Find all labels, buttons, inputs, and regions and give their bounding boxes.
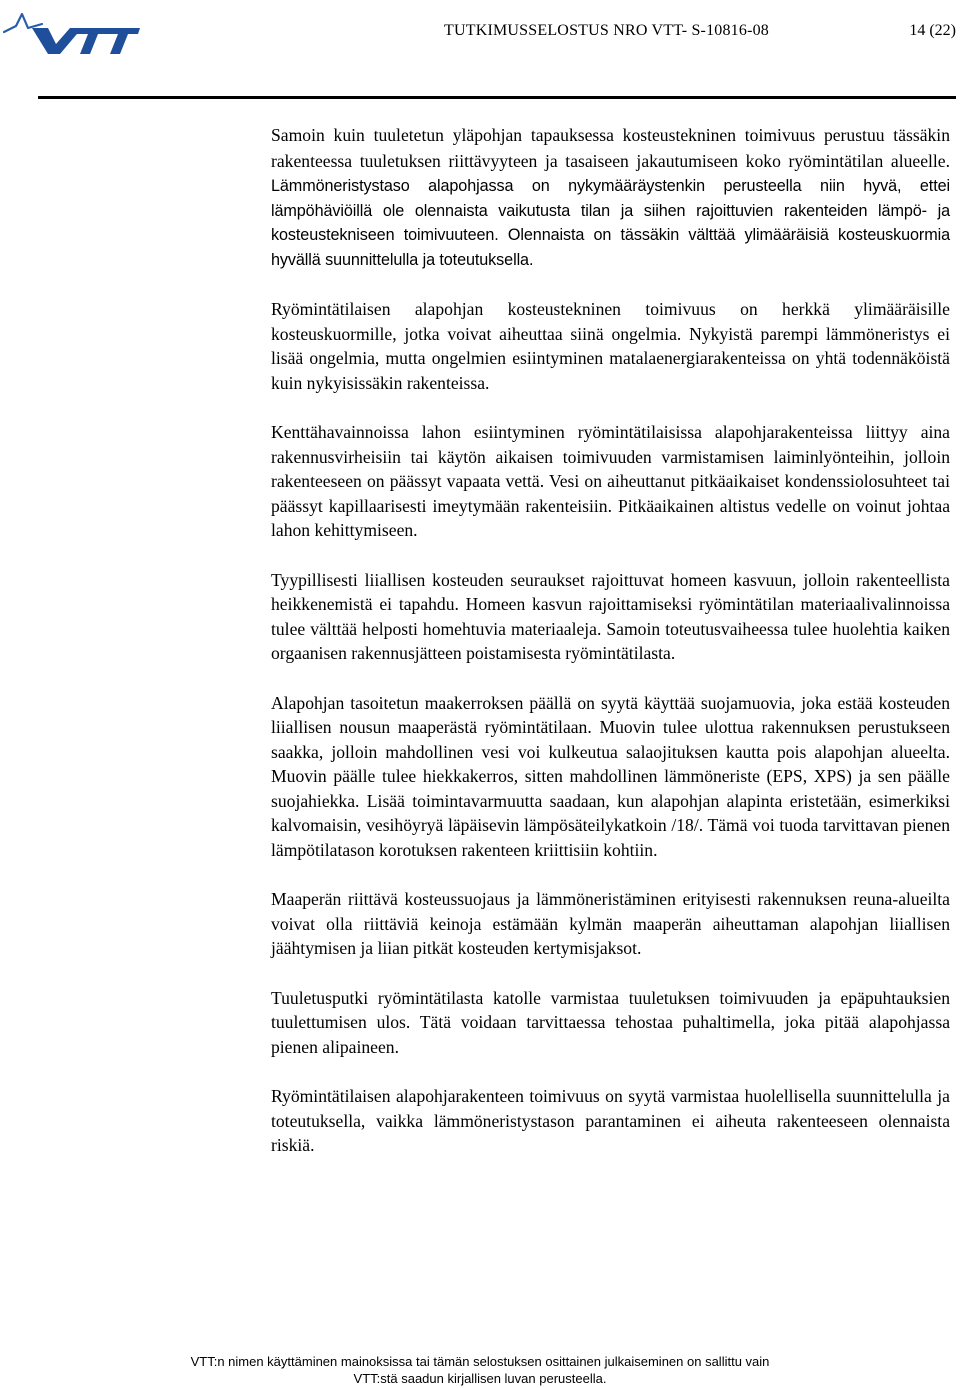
paragraph-4: Tyypillisesti liiallisen kosteuden seuraukset rajoittuvat homeen kasvuun, jolloin rakenteellista heikkenemistä ei tapahdu. Homeen kasvun rajoittamiseksi ryömintätilan materiaalivalinnoissa tulee välttää helposti homehtuvia materiaaleja. Samoin toteutusvaiheessa tulee huolehtia kaiken orgaanisen rakennusjätteen poistamisesta ryömintätilasta.: [271, 569, 950, 663]
footer-line-2: VTT:stä saadun kirjallisen luvan perusteella.: [353, 1370, 607, 1386]
vtt-logo: [2, 4, 142, 56]
document-body: [271, 123, 950, 1183]
header-divider: [38, 96, 956, 99]
paragraph-3: Kenttähavainnoissa lahon esiintyminen ryömintätilaisissa alapohjarakenteissa liittyy aina rakennusvirheisiin tai käytön aikaisen toimivuuden varmistamisen laiminlyönteihin, jolloin rakenteeseen on päässyt vapaata vettä. Vesi on aiheuttanut pitkäaikaiset kondenssiolosuhteet tai päässyt kapillaarisesti imeytymään rakenteisiin. Pitkäaikainen altistus vedelle on voinut johtaa lahon kehittymiseen.: [271, 422, 950, 540]
page-number: 14 (22): [909, 22, 956, 39]
footer-notice: [0, 1354, 960, 1387]
paragraph-2: Ryömintätilaisen alapohjan kosteustekninen toimivuus on herkkä ylimääräisille kosteuskuormille, jotka voivat aiheuttaa siinä ongelmia. Nykyistä parempi lämmöneristys ei lisää ongelmia, mutta ongelmien esiintyminen matalaenergiarakenteissa on yhtä todennäköistä kuin nykyisissäkin rakenteissa.: [271, 299, 950, 393]
vtt-logo-icon: [2, 4, 142, 56]
paragraph-5: Alapohjan tasoitetun maakerroksen päällä on syytä käyttää suojamuovia, joka estää kosteuden liiallisen nousun maaperästä ryömintätilaan. Muovin tulee ulottua rakennuksen perustukseen saakka, jolloin mahdollinen vesi voi kulkeutua salaojituksen kautta pois alapohjan alueelta. Muovin päälle tulee hiekkakerros, sitten mahdollinen lämmöneriste (EPS, XPS) ja sen päälle suojahiekka. Lisää toimintavarmuutta saadaan, kun alapohjan alapinta eristetään, esimerkiksi kalvomaisin, vesihöyryä läpäisevin lämpösäteilykatkoin /18/. Tämä voi tuoda tarvittavan pienen lämpötilatason korotuksen rakenteen kriittisiin kohtiin.: [271, 692, 950, 860]
paragraph-1-sans-part: Lämmöneristystaso alapohjassa on nykymääräystenkin perusteella niin hyvä, ettei lämpöhäviöillä ole olennaista vaikutusta tilan ja siihen rajoittuvien rakenteiden lämpö- ja kosteustekniseen toimivuuteen. Olennaista on tässäkin välttää ylimääräisiä kosteuskuormia hyvällä suunnittelulla ja toteutuksella.: [271, 177, 950, 269]
paragraph-6: Maaperän riittävä kosteussuojaus ja lämmöneristäminen erityisesti rakennuksen reuna-alueilta voivat olla riittäviä keinoja estämään kylmän maaperän aiheuttaman alapohjan liiallisen jäähtymisen ja liian pitkät kosteuden kertymisjaksot.: [271, 889, 950, 958]
paragraph-1-serif-part: Samoin kuin tuuletetun yläpohjan tapauksessa kosteustekninen toimivuus perustuu tässäkin rakenteessa tuuletuksen riittävyyteen ja tasaiseen jakautumiseen koko ryömintätilan alueelle.: [271, 125, 950, 171]
paragraph-7: Tuuletusputki ryömintätilasta katolle varmistaa tuuletuksen toimivuuden ja epäpuhtauksien tuulettumisen ulos. Tätä voidaan tarvittaessa tehostaa puhaltimella, joka pitää alapohjassa pienen alipaineen.: [271, 987, 950, 1057]
paragraph-8: Ryömintätilaisen alapohjarakenteen toimivuus on syytä varmistaa huolellisella suunnittelulla ja toteutuksella, vaikka lämmöneristystason parantaminen ei aiheuta rakenteeseen olennaista riskiä.: [271, 1086, 950, 1155]
report-number: TUTKIMUSSELOSTUS NRO VTT- S-10816-08: [444, 22, 769, 39]
paragraph-1: [271, 123, 950, 272]
footer-line-1: VTT:n nimen käyttäminen mainoksissa tai tämän selostuksen osittainen julkaiseminen on sallittu vain: [190, 1354, 770, 1369]
